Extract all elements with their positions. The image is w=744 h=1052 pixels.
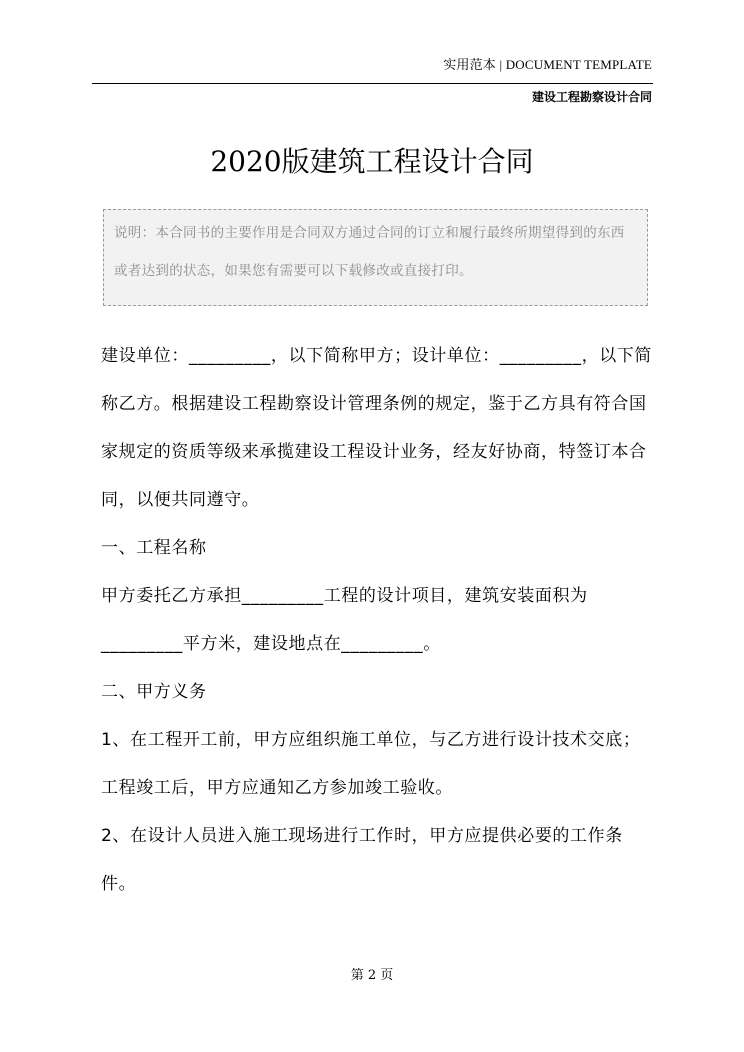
page-number: 第 2 页 (350, 968, 394, 983)
section-heading-project-name: 一、工程名称 (101, 538, 207, 558)
header-divider (92, 83, 653, 84)
note-box (103, 209, 648, 306)
header-document-template-label: 实用范本 | DOCUMENT TEMPLATE (443, 57, 652, 72)
paragraph-project-name: 甲方委托乙方承担_________工程的设计项目，建筑安装面积为_________平方米，建设地点在_________。 (101, 586, 588, 654)
document-title: 2020版建筑工程设计合同 (210, 145, 534, 178)
section-heading-party-a-obligations: 二、甲方义务 (101, 682, 207, 702)
note-text: 说明：本合同书的主要作用是合同双方通过合同的订立和履行最终所期望得到的东西或者达到的状态，如果您有需要可以下载修改或直接打印。 (114, 225, 625, 279)
header-contract-type-label: 建设工程勘察设计合同 (531, 90, 652, 104)
paragraph-obligation-1: 1、在工程开工前，甲方应组织施工单位，与乙方进行设计技术交底；工程竣工后，甲方应通知乙方参加竣工验收。 (101, 730, 641, 798)
document-body (101, 332, 654, 908)
paragraph-obligation-2: 2、在设计人员进入施工现场进行工作时，甲方应提供必要的工作条件。 (101, 826, 623, 894)
paragraph-preamble: 建设单位：_________，以下简称甲方；设计单位：_________，以下简称乙方。根据建设工程勘察设计管理条例的规定，鉴于乙方具有符合国家规定的资质等级来承揽建设工程设计业务，经友好协商，特签订本合同，以便共同遵守。 (101, 346, 652, 510)
